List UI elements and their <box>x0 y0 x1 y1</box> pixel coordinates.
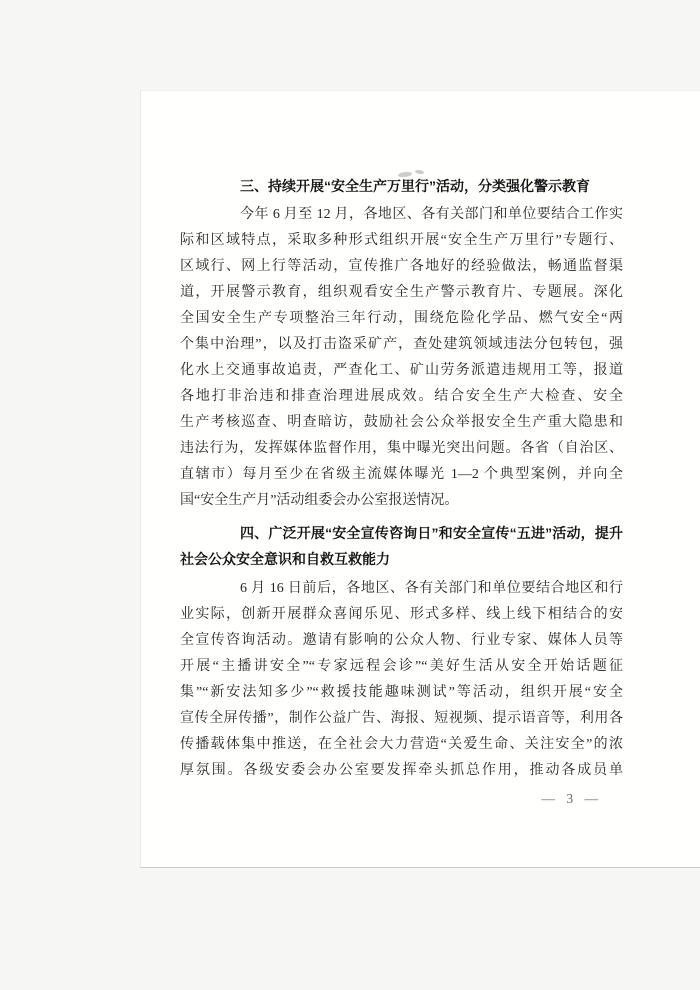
document-page <box>140 90 700 868</box>
text-line: 违法行为，发挥媒体监督作用，集中曝光突出问题。各省（自治区、 <box>180 441 623 456</box>
text-line: 业实际，创新开展群众喜闻乐见、形式多样、线上线下相结合的安 <box>180 607 623 622</box>
text-line: 全国安全生产专项整治三年行动，围绕危险化学品、燃气安全“两 <box>180 311 623 326</box>
text-line: 开展“主播讲安全”“专家远程会诊”“美好生活从安全开始话题征 <box>180 659 623 674</box>
text-line: 区域行、网上行等活动，宣传推广各地好的经验做法，畅通监督渠 <box>180 259 623 274</box>
text-line: 厚氛围。各级安委会办公室要发挥牵头抓总作用，推动各成员单 <box>180 763 623 778</box>
heading-line: 社会公众安全意识和自救互救能力 <box>180 551 390 567</box>
section-4-paragraph <box>180 576 623 784</box>
text-line: 宣传全屏传播”，制作公益广告、海报、短视频、提示语音等，利用各 <box>180 711 623 726</box>
text-line: 各地打非治违和排查治理进展成效。结合安全生产大检查、安全 <box>180 389 623 404</box>
text-line: 今年 6 月至 12 月，各地区、各有关部门和单位要结合工作实 <box>240 207 623 222</box>
page-number: — 3 — <box>541 791 602 806</box>
text-line: 6 月 16 日前后，各地区、各有关部门和单位要结合地区和行 <box>240 581 623 596</box>
heading-line: 四、广泛开展“安全宣传咨询日”和安全宣传“五进”活动，提升 <box>240 525 623 541</box>
text-line: 个集中治理”，以及打击盗采矿产，查处建筑领域违法分包转包，强 <box>180 337 623 352</box>
section-3-heading-line: 三、持续开展“安全生产万里行”活动，分类强化警示教育 <box>240 178 590 194</box>
section-4-heading <box>180 520 623 572</box>
text-line: 化水上交通事故追责，严查化工、矿山劳务派遣违规用工等，报道 <box>180 363 623 378</box>
text-line: 国“安全生产月”活动组委会办公室报送情况。 <box>180 493 459 508</box>
section-3-paragraph <box>180 202 623 514</box>
text-line: 集”“新安法知多少”“救援技能趣味测试”等活动，组织开展“安全 <box>180 685 623 700</box>
text-line: 全宣传咨询活动。邀请有影响的公众人物、行业专家、媒体人员等 <box>180 633 623 648</box>
text-line: 际和区域特点，采取多种形式组织开展“安全生产万里行”专题行、 <box>180 233 623 248</box>
page-content <box>141 91 623 812</box>
text-line: 生产考核巡查、明查暗访，鼓励社会公众举报安全生产重大隐患和 <box>180 415 623 430</box>
text-line: 道，开展警示教育，组织观看安全生产警示教育片、专题展。深化 <box>180 285 623 300</box>
text-line: 直辖市）每月至少在省级主流媒体曝光 1—2 个典型案例，并向全 <box>180 467 623 482</box>
text-line: 传播载体集中推送，在全社会大力营造“关爱生命、关注安全”的浓 <box>180 737 623 752</box>
